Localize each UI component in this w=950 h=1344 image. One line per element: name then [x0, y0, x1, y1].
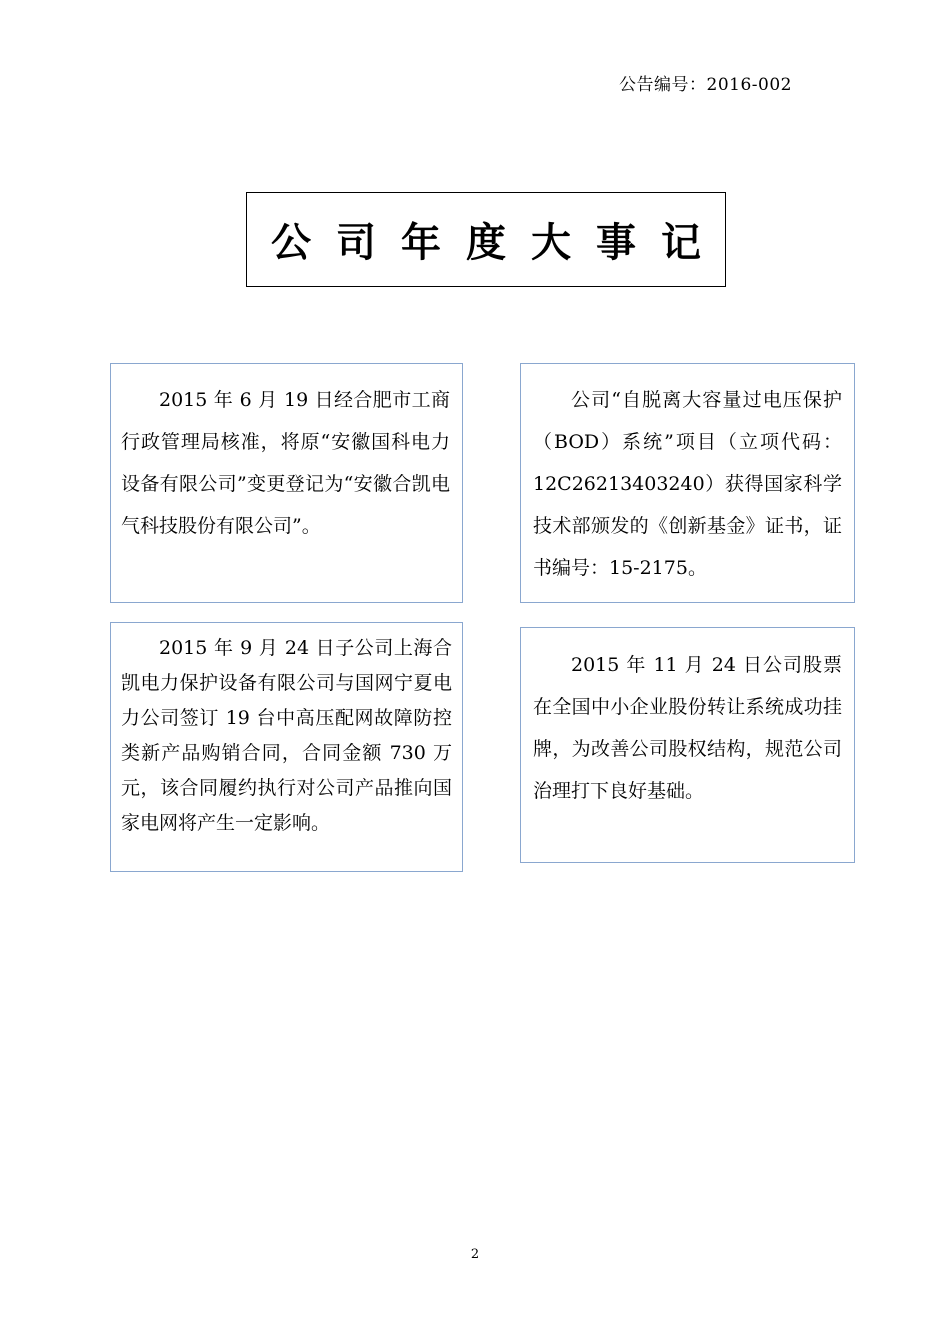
- event-box-name-change: 2015 年 6 月 19 日经合肥市工商行政管理局核准，将原“安徽国科电力设备有限公司”变更登记为“安徽合凯电气科技股份有限公司”。: [110, 363, 463, 603]
- event-box-sales-contract: 2015 年 9 月 24 日子公司上海合凯电力保护设备有限公司与国网宁夏电力公司签订 19 台中高压配网故障防控类新产品购销合同，合同金额 730 万元，该合同履约执行对公司产品推向国家电网将产生一定影响。: [110, 622, 463, 872]
- page-title: 公司年度大事记: [271, 220, 726, 266]
- announcement-number: 公告编号：2016-002: [619, 75, 792, 95]
- page-number: 2: [470, 1247, 480, 1262]
- event-box-innovation-fund: 公司“自脱离大容量过电压保护（BOD）系统”项目（立项代码：12C26213403240）获得国家科学技术部颁发的《创新基金》证书，证书编号：15-2175。: [520, 363, 855, 603]
- event-box-stock-listing: 2015 年 11 月 24 日公司股票在全国中小企业股份转让系统成功挂牌，为改善公司股权结构，规范公司治理打下良好基础。: [520, 627, 855, 863]
- title-box: [246, 192, 726, 287]
